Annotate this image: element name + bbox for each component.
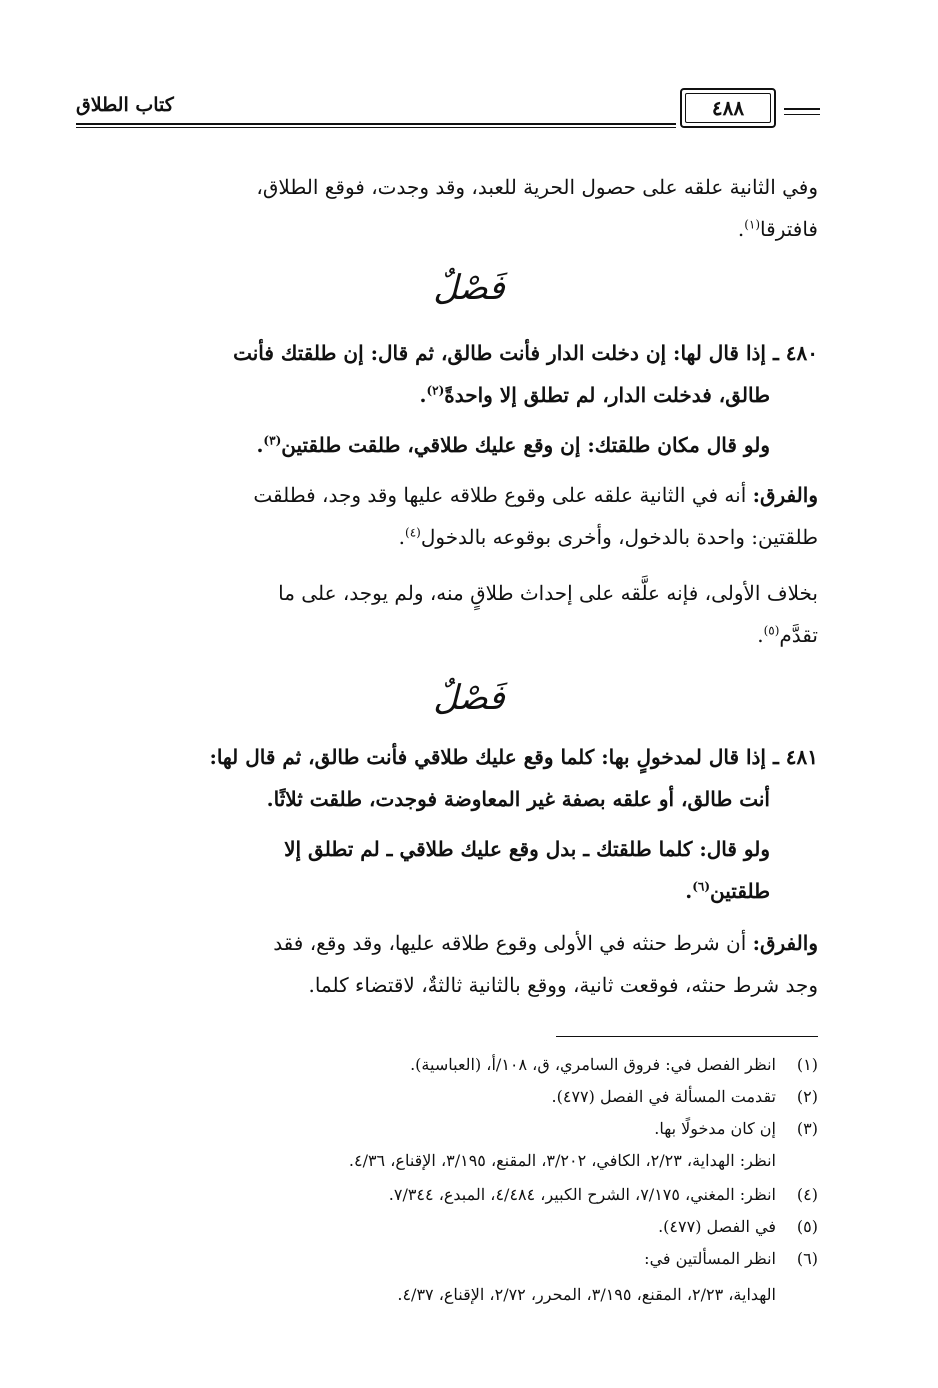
text-line: طلقتين: واحدة بالدخول، وأخرى بوقوعه بالدخول$^{(٤)}$. [398, 525, 818, 549]
footnote-number: (٢) [796, 1087, 818, 1106]
paragraph-intro [118, 166, 818, 250]
header-ornament [784, 108, 820, 110]
paragraph-481-variant [118, 828, 818, 912]
text-line: أنت طالق، أو علقه بصفة غير المعاوضة فوجدت، طلقت ثلاثًا. [266, 787, 770, 811]
footnote-number: (١) [796, 1055, 818, 1074]
footnote-separator [556, 1036, 818, 1037]
footnote-continuation: الهداية، ٢/٢٣، المقنع، ٣/١٩٥، المحرر، ٢/٧٢، الإقناع، ٤/٣٧. [397, 1285, 776, 1304]
footnote: (٣)إن كان مدخولًا بها. [118, 1114, 818, 1144]
text-line: وجد شرط حنثه، فوقعت ثانية، ووقع بالثانية ثالثةٌ، لاقتضاء كلما. [308, 973, 818, 997]
page-number-frame [680, 88, 776, 128]
footnote: (٤)انظر: المغني، ٧/١٧٥، الشرح الكبير، ٤/٤٨٤، المبدع، ٧/٣٤٤. [118, 1180, 818, 1210]
section-heading-fasl: فَصْلٌ [433, 678, 505, 718]
text-line: تقدَّم$^{(٥)}$. [757, 623, 818, 647]
text-line: طالق، فدخلت الدار، لم تطلق إلا واحدةً$^{(٢)}$. [419, 383, 770, 407]
footnote: (٥)في الفصل (٤٧٧). [118, 1212, 818, 1242]
page-header [76, 86, 820, 136]
paragraph-481 [118, 736, 818, 820]
paragraph-farq-1 [118, 474, 818, 558]
footnote-ref: (٣) [263, 433, 282, 448]
footnote-number: (٣) [796, 1119, 818, 1138]
page-number: ٤٨٨ [711, 96, 745, 120]
chapter-title: كتاب الطلاق [76, 94, 174, 116]
text-line: وفي الثانية علقه على حصول الحرية للعبد، وقد وجدت، فوقع الطلاق، [256, 175, 818, 199]
footnote: (٢)تقدمت المسألة في الفصل (٤٧٧). [118, 1082, 818, 1112]
text-line: بخلاف الأولى، فإنه علَّقه على إحداث طلاقٍ منه، ولم يوجد، على ما [278, 581, 818, 605]
farq-label: والفرق: [752, 483, 818, 507]
header-ornament-thin [784, 114, 820, 115]
footnote-ref: (٢) [426, 383, 445, 398]
header-rule [76, 123, 676, 125]
text-line: ٤٨٠ ـ إذا قال لها: إن دخلت الدار فأنت طالق، ثم قال: إن طلقتك فأنت [233, 341, 818, 365]
footnote-number: (٥) [796, 1217, 818, 1236]
footnote: (٦)انظر المسألتين في: [118, 1244, 818, 1274]
header-rule-thin [76, 127, 676, 128]
footnote: (١)انظر الفصل في: فروق السامري، ق، ١٠٨/أ، (العباسية). [118, 1050, 818, 1080]
text-line: والفرق: أنه في الثانية علقه على وقوع طلاقه عليها وقد وجد، فطلقت [253, 483, 818, 507]
footnote-continuation: انظر: الهداية، ٢/٢٣، الكافي، ٣/٢٠٢، المقنع، ٣/١٩٥، الإقناع، ٤/٣٦. [348, 1151, 776, 1170]
footnote-number: (٤) [796, 1185, 818, 1204]
text-line: فافترقا$^{(١)}$. [737, 217, 818, 241]
paragraph-480-variant [118, 424, 770, 466]
text-line: والفرق: أن شرط حنثه في الأولى وقوع طلاقه عليها، وقد وقع، فقد [273, 931, 818, 955]
text-line: طلقتين$^{(٦)}$. [685, 879, 770, 903]
paragraph-farq-2 [118, 922, 818, 1006]
footnote-ref: (١) [744, 217, 761, 232]
paragraph-480 [118, 332, 818, 416]
text-line: ٤٨١ ـ إذا قال لمدخولٍ بها: كلما وقع عليك طلاقي فأنت طالق، ثم قال لها: [209, 745, 818, 769]
text-line: ولو قال مكان طلقتك: إن وقع عليك طلاقي، طلقت طلقتين$^{(٣)}$. [256, 433, 770, 457]
footnote-ref: (٤) [405, 525, 421, 540]
footnote-number: (٦) [796, 1249, 818, 1268]
farq-label: والفرق: [752, 931, 818, 955]
footnote-ref: (٦) [692, 879, 711, 894]
paragraph-khilaf [118, 572, 818, 656]
footnote-ref: (٥) [763, 623, 780, 638]
section-heading-fasl: فَصْلٌ [433, 268, 505, 308]
text-line: ولو قال: كلما طلقتك ـ بدل وقع عليك طلاقي ـ لم تطلق إلا [284, 837, 770, 861]
